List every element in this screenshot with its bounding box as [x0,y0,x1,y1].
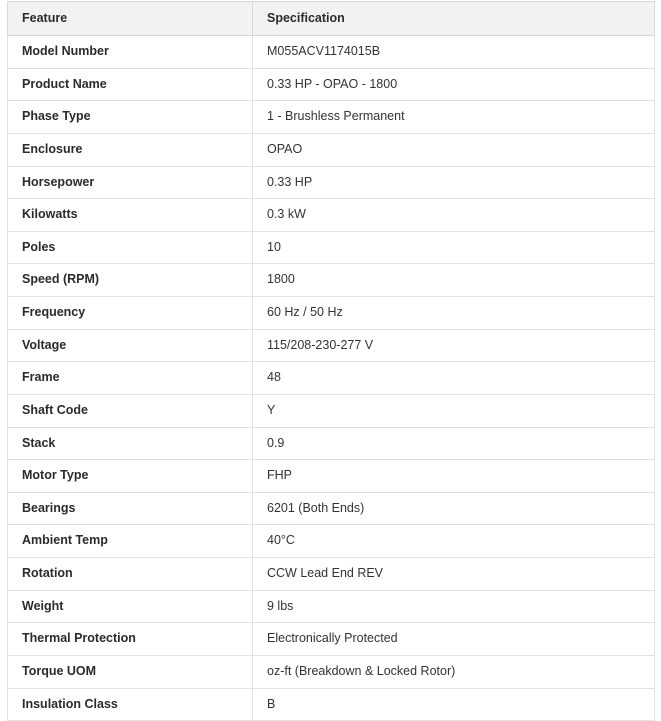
table-row [8,590,655,623]
feature-cell: Poles [8,231,253,264]
table-row [8,199,655,232]
table-header-row [8,2,655,36]
table-row [8,525,655,558]
specification-cell: 48 [253,362,655,395]
specification-cell: 10 [253,231,655,264]
specification-cell: 0.33 HP [253,166,655,199]
specification-cell: 9 lbs [253,590,655,623]
table-row [8,362,655,395]
specification-cell: 6201 (Both Ends) [253,492,655,525]
table-row [8,36,655,69]
specification-cell: oz-ft (Breakdown & Locked Rotor) [253,655,655,688]
specification-cell: 0.9 [253,427,655,460]
feature-cell: Phase Type [8,101,253,134]
specification-cell: OPAO [253,133,655,166]
feature-cell: Motor Type [8,460,253,493]
specification-cell: B [253,688,655,721]
table-row [8,68,655,101]
feature-cell: Frequency [8,297,253,330]
specification-cell: Electronically Protected [253,623,655,656]
feature-cell: Shaft Code [8,394,253,427]
specification-cell: 115/208-230-277 V [253,329,655,362]
table-row [8,655,655,688]
feature-cell: Speed (RPM) [8,264,253,297]
feature-cell: Torque UOM [8,655,253,688]
table-body [8,36,655,721]
table-row [8,264,655,297]
table-header [8,2,655,36]
table-row [8,623,655,656]
specification-table-container [7,0,654,721]
table-row [8,394,655,427]
specification-cell: 0.33 HP - OPAO - 1800 [253,68,655,101]
specification-cell: M055ACV1174015B [253,36,655,69]
feature-cell: Voltage [8,329,253,362]
specification-cell: FHP [253,460,655,493]
feature-cell: Kilowatts [8,199,253,232]
feature-cell: Insulation Class [8,688,253,721]
feature-cell: Bearings [8,492,253,525]
specification-cell: 40°C [253,525,655,558]
specification-cell: 0.3 kW [253,199,655,232]
feature-cell: Weight [8,590,253,623]
table-row [8,297,655,330]
feature-cell: Rotation [8,558,253,591]
table-row [8,558,655,591]
table-row [8,460,655,493]
specification-cell: 1800 [253,264,655,297]
feature-cell: Ambient Temp [8,525,253,558]
table-row [8,329,655,362]
table-row [8,166,655,199]
specification-cell: 60 Hz / 50 Hz [253,297,655,330]
feature-cell: Model Number [8,36,253,69]
specification-cell: CCW Lead End REV [253,558,655,591]
feature-cell: Thermal Protection [8,623,253,656]
column-header-feature: Feature [8,2,253,36]
feature-cell: Frame [8,362,253,395]
table-row [8,231,655,264]
table-row [8,427,655,460]
table-row [8,688,655,721]
specification-cell: Y [253,394,655,427]
feature-cell: Stack [8,427,253,460]
feature-cell: Enclosure [8,133,253,166]
table-row [8,492,655,525]
table-row [8,101,655,134]
table-row [8,133,655,166]
column-header-specification: Specification [253,2,655,36]
specification-table [7,1,655,721]
feature-cell: Product Name [8,68,253,101]
specification-cell: 1 - Brushless Permanent [253,101,655,134]
feature-cell: Horsepower [8,166,253,199]
